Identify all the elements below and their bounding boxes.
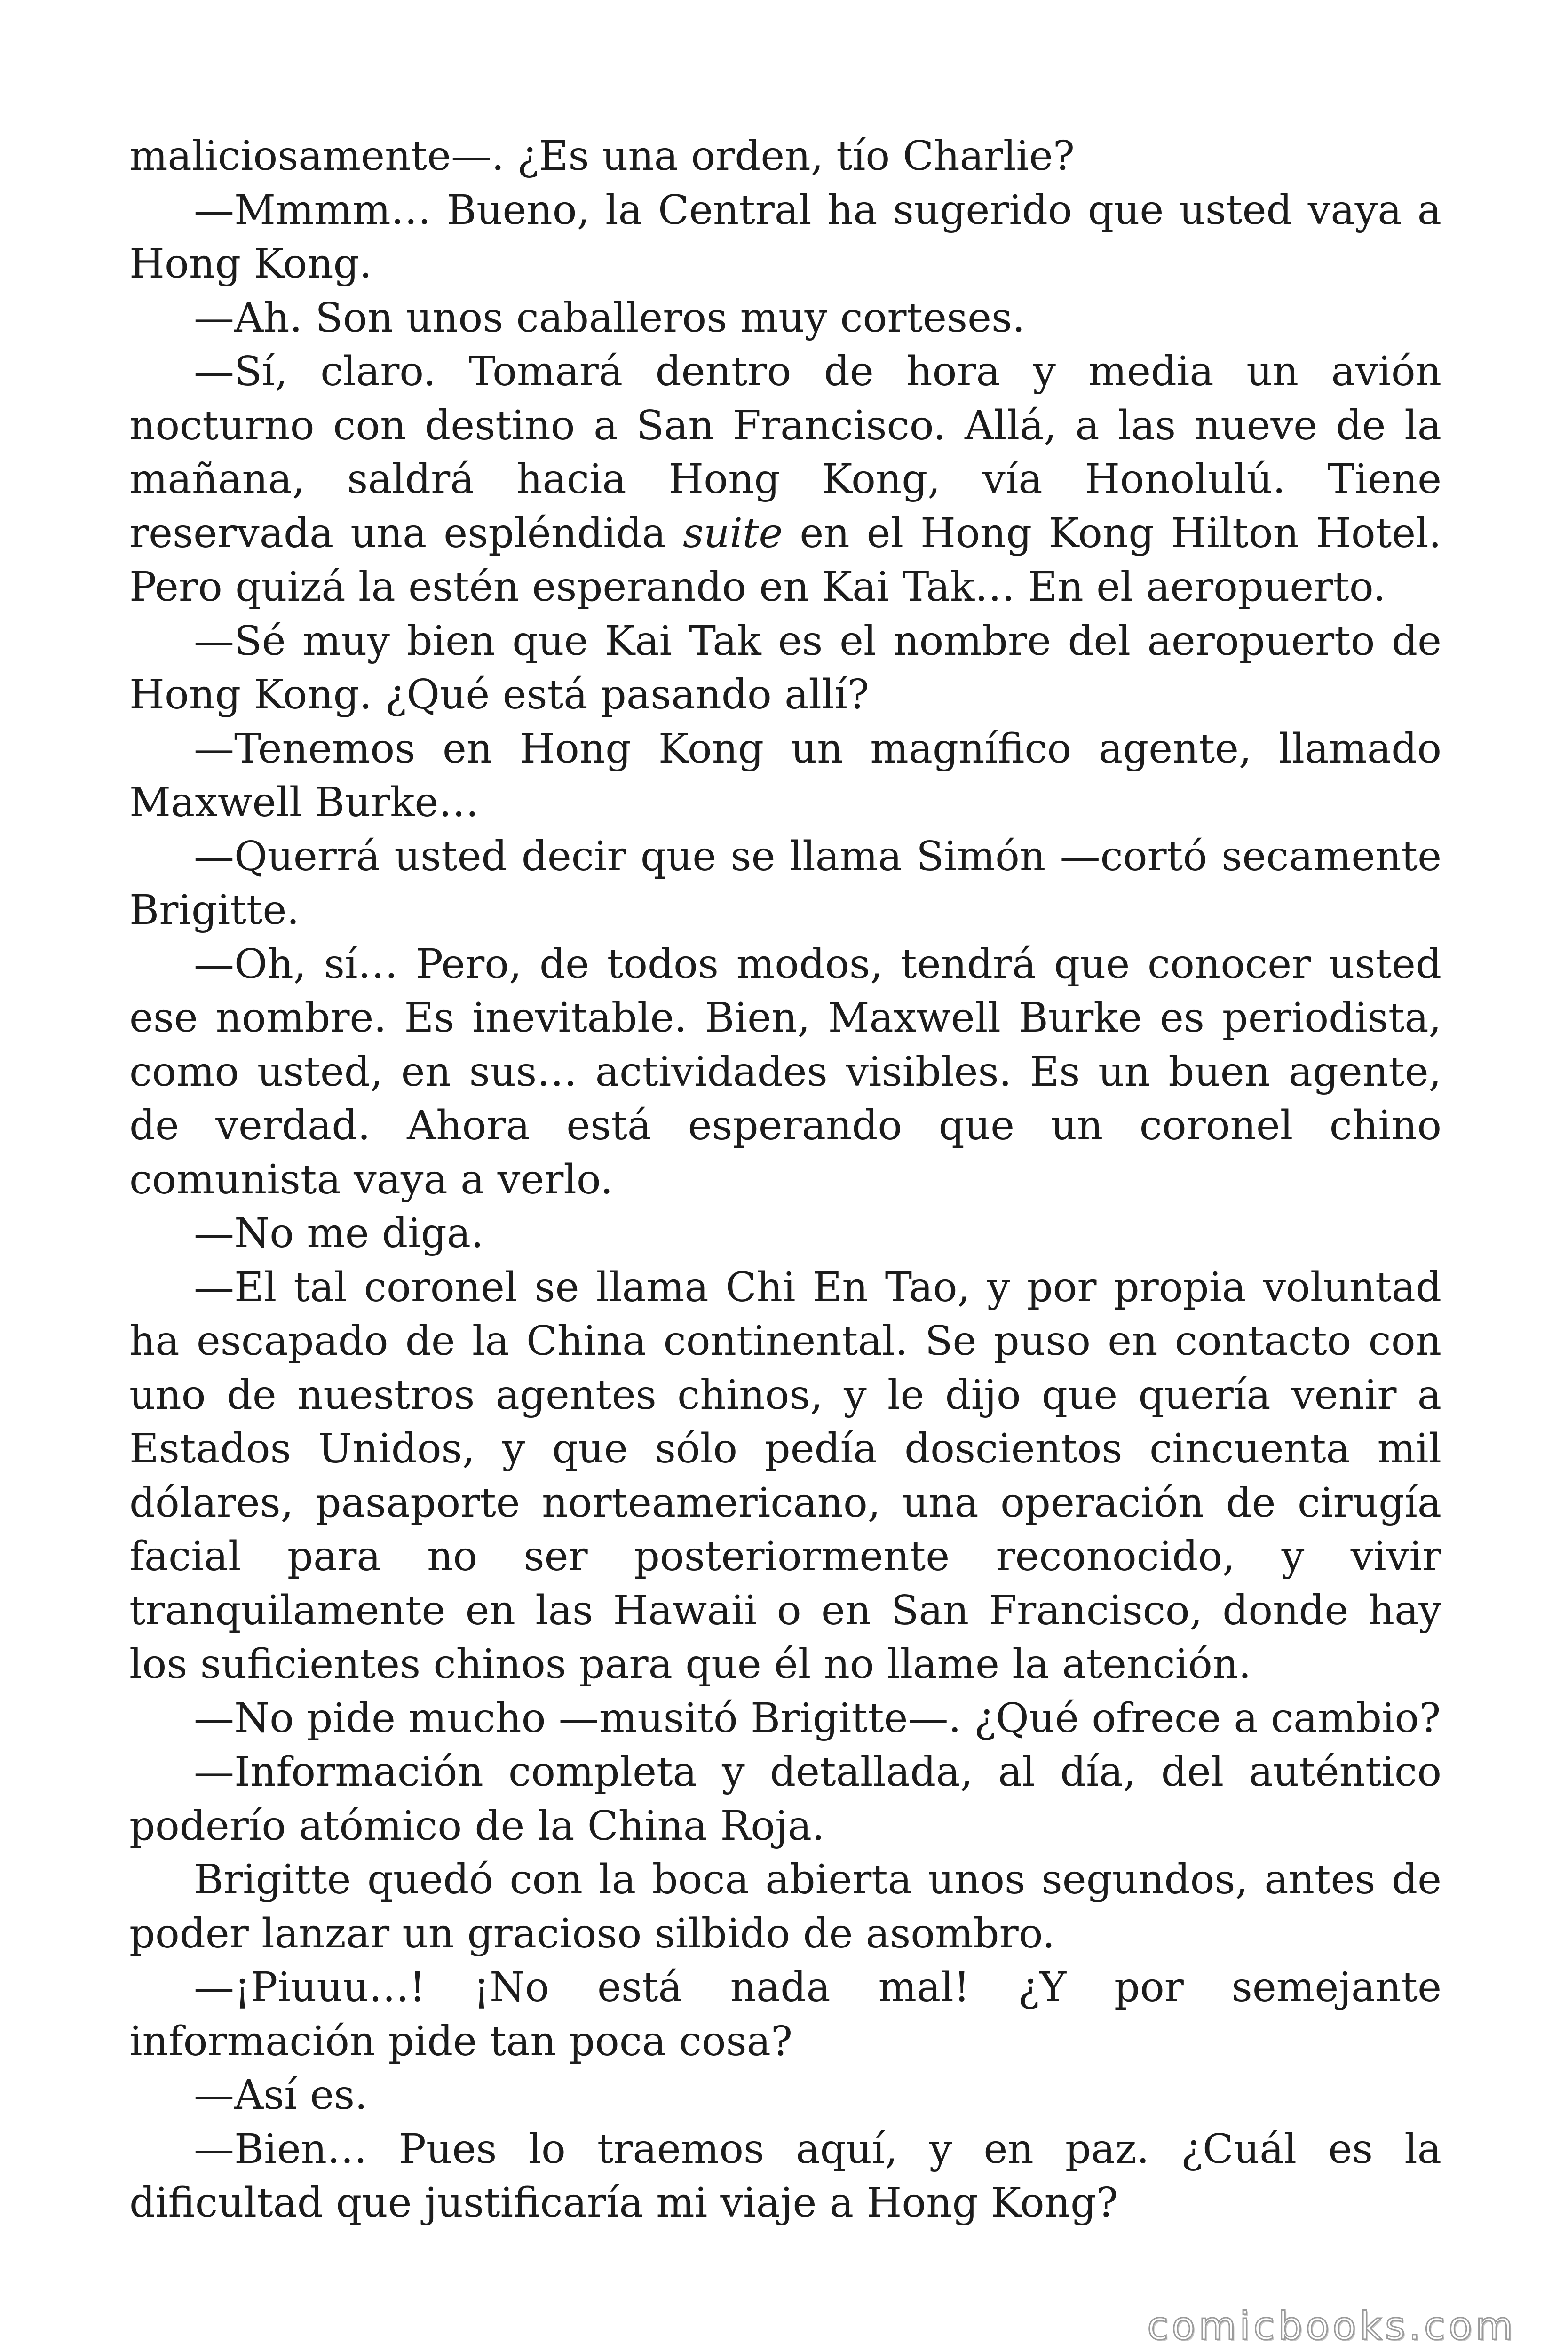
paragraph-text: —Sí, claro. Tomará dentro de hora y media un avión nocturno con destino a San Francisco. Allá, a las nueve de la mañana, saldrá hacia Hong Kong, vía Honolulú. Tiene reservada una espléndida bbox=[129, 348, 1441, 557]
paragraph: —Tenemos en Hong Kong un magnífico agente, llamado Maxwell Burke… bbox=[129, 725, 1441, 826]
paragraph: —¡Piuuu…! ¡No está nada mal! ¿Y por semejante información pide tan poca cosa? bbox=[129, 1964, 1441, 2065]
paragraph: —Sé muy bien que Kai Tak es el nombre del aeropuerto de Hong Kong. ¿Qué está pasando allí? bbox=[129, 617, 1441, 718]
paragraph: —No pide mucho —musitó Brigitte—. ¿Qué ofrece a cambio? bbox=[194, 1694, 1441, 1742]
paragraph: —Querrá usted decir que se llama Simón —cortó secamente Brigitte. bbox=[129, 833, 1441, 934]
body-text bbox=[129, 129, 1441, 2230]
paragraph: —Ah. Son unos caballeros muy corteses. bbox=[194, 294, 1025, 342]
paragraph: —Bien… Pues lo traemos aquí, y en paz. ¿Cuál es la dificultad que justificaría mi viaje a Hong Kong? bbox=[129, 2125, 1441, 2226]
paragraph: —Mmmm… Bueno, la Central ha sugerido que usted vaya a Hong Kong. bbox=[129, 186, 1441, 287]
watermark: comicbooks.com bbox=[1147, 2304, 1516, 2349]
paragraph: —Información completa y detallada, al día, del auténtico poderío atómico de la China Roja. bbox=[129, 1748, 1441, 1850]
paragraph: —Oh, sí… Pero, de todos modos, tendrá que conocer usted ese nombre. Es inevitable. Bien, Maxwell Burke es periodista, como usted, en sus… actividades visibles. Es un buen agente, de verdad. Ahora está esperando que un coronel chino comunista vaya a verlo. bbox=[129, 940, 1441, 1203]
italic-word: suite bbox=[682, 509, 783, 557]
paragraph: —El tal coronel se llama Chi En Tao, y por propia voluntad ha escapado de la China continental. Se puso en contacto con uno de nuestros agentes chinos, y le dijo que quería venir a Estados Unidos, y que sólo pedía doscientos cincuenta mil dólares, pasaporte norteamericano, una operación de cirugía facial para no ser posteriormente reconocido, y vivir tranquilamente en las Hawaii o en San Francisco, donde hay los suficientes chinos para que él no llame la atención. bbox=[129, 1263, 1441, 1688]
paragraph: —No me diga. bbox=[194, 1210, 484, 1257]
paragraph-text: en el Hong Kong Hilton Hotel. Pero quizá la estén esperando en Kai Tak… En el aeropuerto. bbox=[129, 509, 1441, 611]
paragraph: —Así es. bbox=[194, 2072, 368, 2119]
paragraph: Brigitte quedó con la boca abierta unos segundos, antes de poder lanzar un gracioso silbido de asombro. bbox=[129, 1856, 1441, 1957]
paragraph: maliciosamente—. ¿Es una orden, tío Charlie? bbox=[129, 133, 1075, 180]
paragraph bbox=[129, 345, 1441, 614]
